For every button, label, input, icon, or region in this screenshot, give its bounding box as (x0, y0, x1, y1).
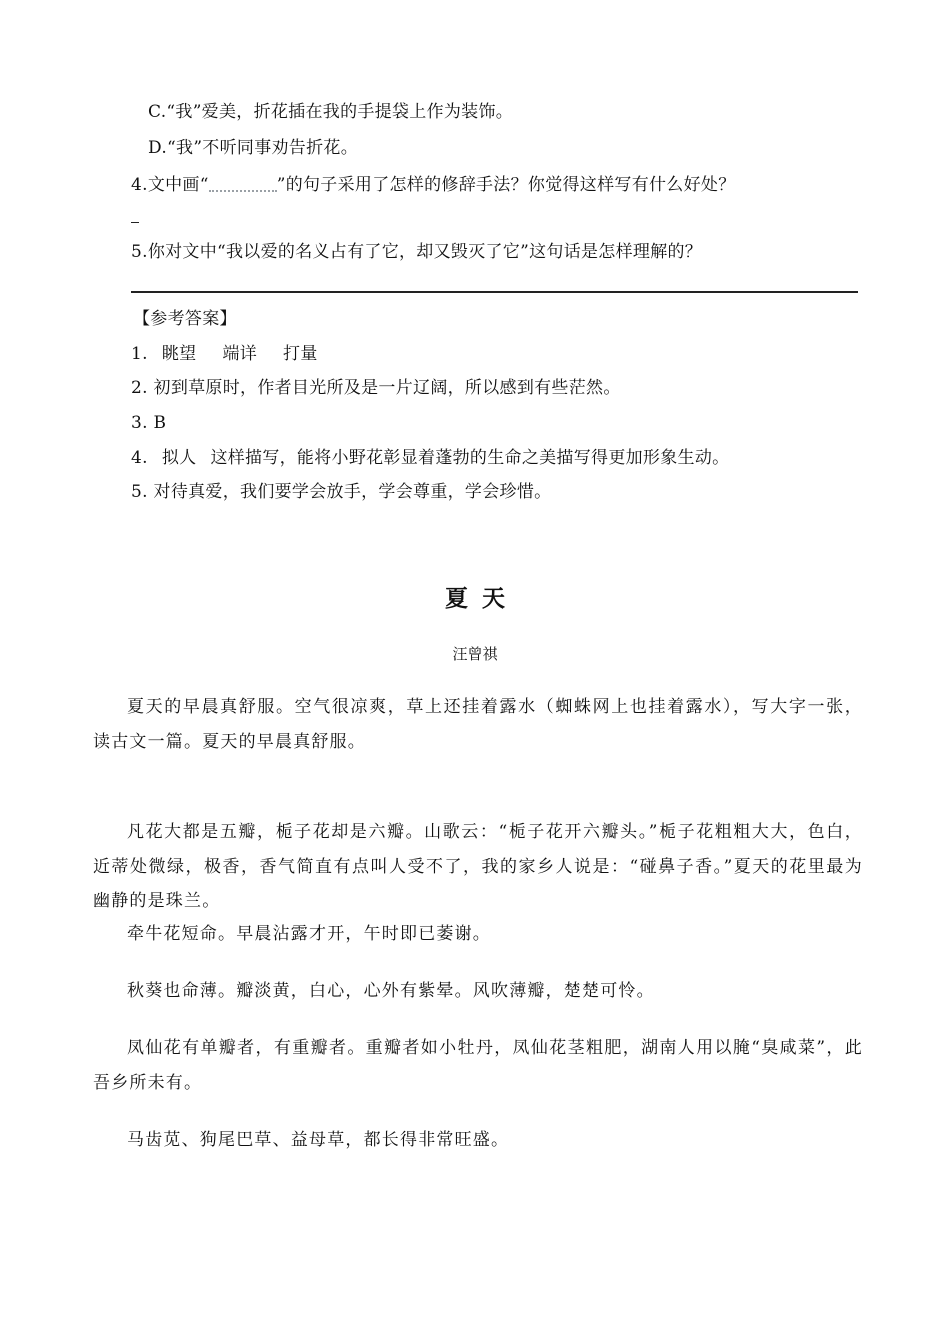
answer-3: 3. B (131, 413, 167, 433)
article-paragraph: 牵牛花短命。早晨沾露才开，午时即已萎谢。 (127, 924, 491, 944)
answer-1 (131, 343, 318, 365)
article-author: 汪曾祺 (452, 645, 498, 663)
article-paragraph: 夏天的早晨真舒服。空气很凉爽，草上还挂着露水（蜘蛛网上也挂着露水），写大字一张，读古文一篇。夏天的早晨真舒服。 (93, 697, 863, 752)
question-4-prefix: 4.文中画“ (131, 175, 209, 195)
answer-1-word: 端详 (222, 344, 258, 364)
answer-4-number: 4. (131, 448, 148, 468)
answer-blank-line (131, 222, 139, 223)
answer-1-number: 1. (131, 344, 148, 364)
article-title: 夏天 (445, 586, 519, 612)
article-paragraph: 凡花大都是五瓣，栀子花却是六瓣。山歌云：“栀子花开六瓣头。”栀子花粗粗大大，色白，近蒂处微绿，极香，香气简直有点叫人受不了，我的家乡人说是：“碰鼻子香。”夏天的花里最为幽静的是珠兰。 (93, 822, 863, 911)
answer-1-word: 眺望 (161, 344, 197, 364)
question-5: 5.你对文中“我以爱的名义占有了它，却又毁灭了它”这句话是怎样理解的？ (131, 242, 703, 262)
question-4 (131, 172, 736, 196)
option-c: C.“我”爱美，折花插在我的手提袋上作为装饰。 (148, 102, 514, 122)
article-paragraph: 秋葵也命薄。瓣淡黄，白心，心外有紫晕。风吹薄瓣，楚楚可怜。 (127, 981, 655, 1001)
answer-1-word: 打量 (283, 344, 318, 364)
answer-4-term: 拟人 (161, 448, 197, 468)
option-d: D.“我”不听同事劝告折花。 (148, 138, 359, 158)
article-paragraph: 凤仙花有单瓣者，有重瓣者。重瓣者如小牡丹，凤仙花茎粗肥，湖南人用以腌“臭咸菜”，此吾乡所未有。 (93, 1038, 863, 1093)
wavy-underline-marker (209, 172, 277, 192)
section-divider (131, 291, 858, 293)
answer-4-text: 这样描写，能将小野花彰显着蓬勃的生命之美描写得更加形象生动。 (210, 448, 730, 468)
question-4-suffix: ”的句子采用了怎样的修辞手法？你觉得这样写有什么好处？ (276, 175, 736, 195)
article-paragraph: 马齿苋、狗尾巴草、益母草，都长得非常旺盛。 (127, 1130, 510, 1150)
answer-4 (131, 447, 729, 469)
answers-heading: 【参考答案】 (133, 309, 237, 329)
answer-5: 5. 对待真爱，我们要学会放手，学会尊重，学会珍惜。 (131, 482, 552, 502)
answer-2: 2. 初到草原时，作者目光所及是一片辽阔，所以感到有些茫然。 (131, 378, 621, 398)
